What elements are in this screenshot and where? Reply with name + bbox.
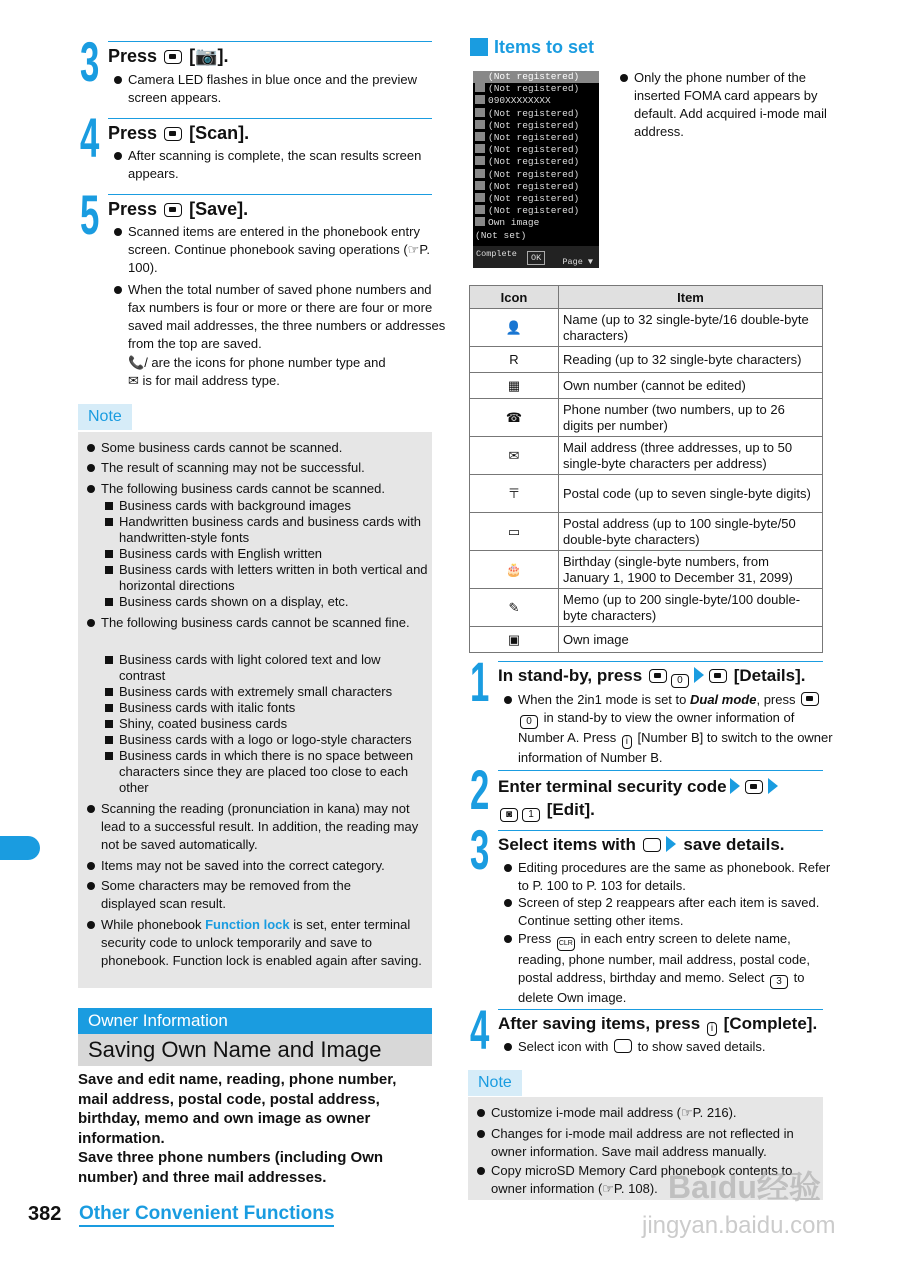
note-tab-right: Note bbox=[468, 1070, 522, 1096]
phone-screen bbox=[473, 71, 599, 268]
table-row: 👤 Name (up to 32 single-byte/16 double-byte characters) bbox=[470, 309, 823, 347]
step-2-heading: Enter terminal security code ◙ 1 [Edit]. bbox=[498, 770, 823, 822]
navigation-key-icon bbox=[643, 838, 661, 852]
center-key-icon bbox=[801, 692, 819, 706]
camera-key-icon: ◙ bbox=[500, 808, 518, 822]
step-3-right-bullet-2: Screen of step 2 reappears after each item is saved. Continue setting other items. bbox=[502, 894, 828, 930]
step-3-bullet: Camera LED flashes in blue once and the preview screen appears. bbox=[112, 71, 438, 107]
screen-row: (Not registered) bbox=[473, 193, 599, 205]
note-item: The following business cards cannot be scanned fine. bbox=[85, 614, 421, 632]
section-title: Saving Own Name and Image bbox=[78, 1034, 432, 1066]
step-number-3: 3 bbox=[80, 30, 99, 93]
postal-address-icon: ▭ bbox=[470, 513, 559, 551]
table-row: 〒 Postal code (up to seven single-byte digits) bbox=[470, 475, 823, 513]
icon-column-header: Icon bbox=[470, 286, 559, 309]
items-table bbox=[469, 285, 823, 653]
step-1-bullet: When the 2in1 mode is set to Dual mode, press 0 in stand-by to view the owner information of Number A. Press i [Number B] to switch to the owner information of Number B. bbox=[502, 691, 836, 767]
own-image-icon: ▣ bbox=[470, 627, 559, 653]
phone-icon: ☎ bbox=[470, 399, 559, 437]
section-label: Owner Information bbox=[78, 1008, 432, 1034]
arrow-icon bbox=[768, 778, 778, 794]
screen-row: (Not registered) bbox=[473, 156, 599, 168]
note-item: Scanning the reading (pronunciation in kana) may not lead to a successful result. In addition, the reading may not be saved automatically. bbox=[85, 800, 431, 854]
step-1-heading: In stand-by, press 0 [Details]. bbox=[498, 661, 823, 688]
step-4-heading: Press [Scan]. bbox=[108, 118, 432, 144]
navigation-key-icon bbox=[614, 1039, 632, 1053]
table-row: ✎ Memo (up to 200 single-byte/100 double-byte characters) bbox=[470, 589, 823, 627]
name-icon: 👤 bbox=[470, 309, 559, 347]
note-subitem: Business cards with English written bbox=[103, 546, 439, 562]
reading-icon: R bbox=[470, 347, 559, 373]
screen-row: (Not registered) bbox=[473, 144, 599, 156]
step-4-right-heading: After saving items, press i [Complete]. bbox=[498, 1009, 823, 1036]
step-3-right-bullet-1: Editing procedures are the same as phonebook. Refer to P. 100 to P. 103 for details. bbox=[502, 859, 836, 895]
note-tab-left: Note bbox=[78, 404, 132, 430]
note-item: Some characters may be removed from the displayed scan result. bbox=[85, 877, 401, 913]
item-column-header: Item bbox=[559, 286, 823, 309]
menu-key-icon: i bbox=[622, 735, 632, 749]
function-lock-link[interactable]: Function lock bbox=[205, 917, 290, 932]
note-item: Some business cards cannot be scanned. bbox=[85, 439, 441, 457]
softkey-ok[interactable]: OK bbox=[527, 251, 545, 265]
step-4-right-bullet: Select icon with to show saved details. bbox=[502, 1038, 836, 1056]
menu-key-icon: i bbox=[707, 1022, 717, 1036]
zero-key-icon: 0 bbox=[520, 715, 538, 729]
watermark-logo: Baidu经验 bbox=[668, 1169, 821, 1205]
table-row: R Reading (up to 32 single-byte characters) bbox=[470, 347, 823, 373]
table-row: ▦ Own number (cannot be edited) bbox=[470, 373, 823, 399]
step-number-2: 2 bbox=[470, 758, 489, 821]
zero-key-icon: 0 bbox=[671, 674, 689, 688]
note-item-function-lock: While phonebook Function lock is set, enter terminal security code to unlock temporarily and save to phonebook. Function lock is enabled again after saving. bbox=[85, 916, 437, 970]
screen-softkeys bbox=[473, 246, 599, 268]
one-key-icon: 1 bbox=[522, 808, 540, 822]
watermark-url: jingyan.baidu.com bbox=[642, 1212, 836, 1239]
note-subitem: Business cards with a logo or logo-style characters bbox=[103, 732, 445, 748]
screen-row: (Not registered) bbox=[473, 120, 599, 132]
own-number-icon: ▦ bbox=[470, 373, 559, 399]
screen-row: (Not set) bbox=[475, 229, 527, 241]
screen-row: (Not registered) bbox=[473, 132, 599, 144]
step-number-4: 4 bbox=[80, 106, 99, 169]
table-row: ▭ Postal address (up to 100 single-byte/50 double-byte characters) bbox=[470, 513, 823, 551]
note-item: Changes for i-mode mail address are not reflected in owner information. Save mail address manually. bbox=[475, 1125, 831, 1161]
table-row: ▣ Own image bbox=[470, 627, 823, 653]
memo-icon: ✎ bbox=[470, 589, 559, 627]
note-subitem: Business cards in which there is no space between characters since they are placed too close to each other bbox=[103, 748, 419, 796]
step-4-bullet: After scanning is complete, the scan results screen appears. bbox=[112, 147, 438, 183]
mail-type-icon: ✉ bbox=[128, 373, 139, 388]
note-item: The result of scanning may not be successful. bbox=[85, 459, 441, 477]
note-subitem: Business cards with light colored text and low contrast bbox=[103, 652, 419, 684]
arrow-icon bbox=[694, 667, 704, 683]
step-5-icon-line: 📞/ are the icons for phone number type and bbox=[128, 355, 386, 370]
arrow-icon bbox=[666, 836, 676, 852]
chapter-title: Other Convenient Functions bbox=[79, 1203, 334, 1227]
note-subitem: Business cards with background images bbox=[103, 498, 439, 514]
note-item: The following business cards cannot be scanned. bbox=[85, 480, 441, 498]
screen-row: (Not registered) bbox=[473, 205, 599, 217]
screen-row: (Not registered) bbox=[473, 71, 599, 83]
screen-row: 090XXXXXXXX bbox=[473, 95, 599, 107]
screen-row: (Not registered) bbox=[473, 169, 599, 181]
table-row: 🎂 Birthday (single-byte numbers, from January 1, 1900 to December 31, 2099) bbox=[470, 551, 823, 589]
step-number-4-right: 4 bbox=[470, 998, 489, 1061]
note-subitem: Business cards shown on a display, etc. bbox=[103, 594, 439, 610]
items-to-set-title: Items to set bbox=[494, 37, 595, 57]
section-marker-icon bbox=[470, 38, 488, 56]
note-subitem: Shiny, coated business cards bbox=[103, 716, 439, 732]
step-5-bullet-2: When the total number of saved phone numbers and fax numbers is four or more or there are four or more saved mail addresses, the three numbers or addresses from the top are saved. bbox=[112, 281, 446, 353]
step-5-bullet-1: Scanned items are entered in the phonebook entry screen. Continue phonebook saving operations (☞P. 100). bbox=[112, 223, 438, 277]
center-key-icon bbox=[164, 127, 182, 141]
step-3-heading: Press [📷]. bbox=[108, 41, 432, 67]
step-number-3-right: 3 bbox=[470, 818, 489, 881]
center-key-icon bbox=[709, 669, 727, 683]
note-item: Items may not be saved into the correct category. bbox=[85, 857, 441, 875]
note-subitem: Business cards with italic fonts bbox=[103, 700, 439, 716]
section-description: Save and edit name, reading, phone number, mail address, postal code, postal address, birthday, memo and own image as owner information. bbox=[78, 1071, 397, 1147]
center-key-icon bbox=[745, 780, 763, 794]
screen-row: Own image bbox=[473, 217, 599, 229]
note-subitem: Business cards with letters written in both vertical and horizontal directions bbox=[103, 562, 439, 594]
note-item: Copy microSD Memory Card phonebook contents to owner information (☞P. 108). bbox=[475, 1162, 831, 1198]
table-row: ☎ Phone number (two numbers, up to 26 digits per number) bbox=[470, 399, 823, 437]
softkey-complete[interactable]: Complete bbox=[476, 249, 517, 259]
arrow-icon bbox=[730, 778, 740, 794]
page-number: 382 bbox=[28, 1203, 62, 1225]
mail-icon: ✉ bbox=[470, 437, 559, 475]
step-3-right-heading: Select items with save details. bbox=[498, 830, 823, 855]
screen-row: (Not registered) bbox=[473, 83, 599, 95]
note-subitem: Business cards with extremely small characters bbox=[103, 684, 439, 700]
screen-row: (Not registered) bbox=[473, 181, 599, 193]
note-item: Customize i-mode mail address (☞P. 216). bbox=[475, 1104, 831, 1122]
phone-type-icon: 📞 bbox=[128, 355, 145, 370]
birthday-icon: 🎂 bbox=[470, 551, 559, 589]
chapter-tab-marker bbox=[0, 836, 40, 860]
three-key-icon: 3 bbox=[770, 975, 788, 989]
step-3-right-bullet-3: Press CLR in each entry screen to delete name, reading, phone number, mail address, postal code, postal address, birthday and memo. Select 3 to delete Own image. bbox=[502, 930, 836, 1007]
table-header-row bbox=[470, 286, 823, 309]
table-row: ✉ Mail address (three addresses, up to 50 single-byte characters per address) bbox=[470, 437, 823, 475]
screen-note: Only the phone number of the inserted FOMA card appears by default. Add acquired i-mode mail address. bbox=[618, 69, 839, 141]
step-5-heading: Press [Save]. bbox=[108, 194, 432, 220]
softkey-page[interactable]: Page ▼ bbox=[562, 257, 593, 267]
center-key-icon bbox=[649, 669, 667, 683]
step-5-icon-line-2: ✉ is for mail address type. bbox=[128, 373, 280, 388]
center-key-icon bbox=[164, 203, 182, 217]
clear-key-icon: CLR bbox=[557, 937, 575, 951]
section-description-2: Save three phone numbers (including Own number) and three mail addresses. bbox=[78, 1149, 384, 1186]
center-key-icon bbox=[164, 50, 182, 64]
step-number-1: 1 bbox=[470, 650, 489, 713]
screen-row: (Not registered) bbox=[473, 108, 599, 120]
step-number-5: 5 bbox=[80, 183, 99, 246]
note-subitem: Handwritten business cards and business cards with handwritten-style fonts bbox=[103, 514, 439, 546]
postal-code-icon: 〒 bbox=[470, 475, 559, 513]
